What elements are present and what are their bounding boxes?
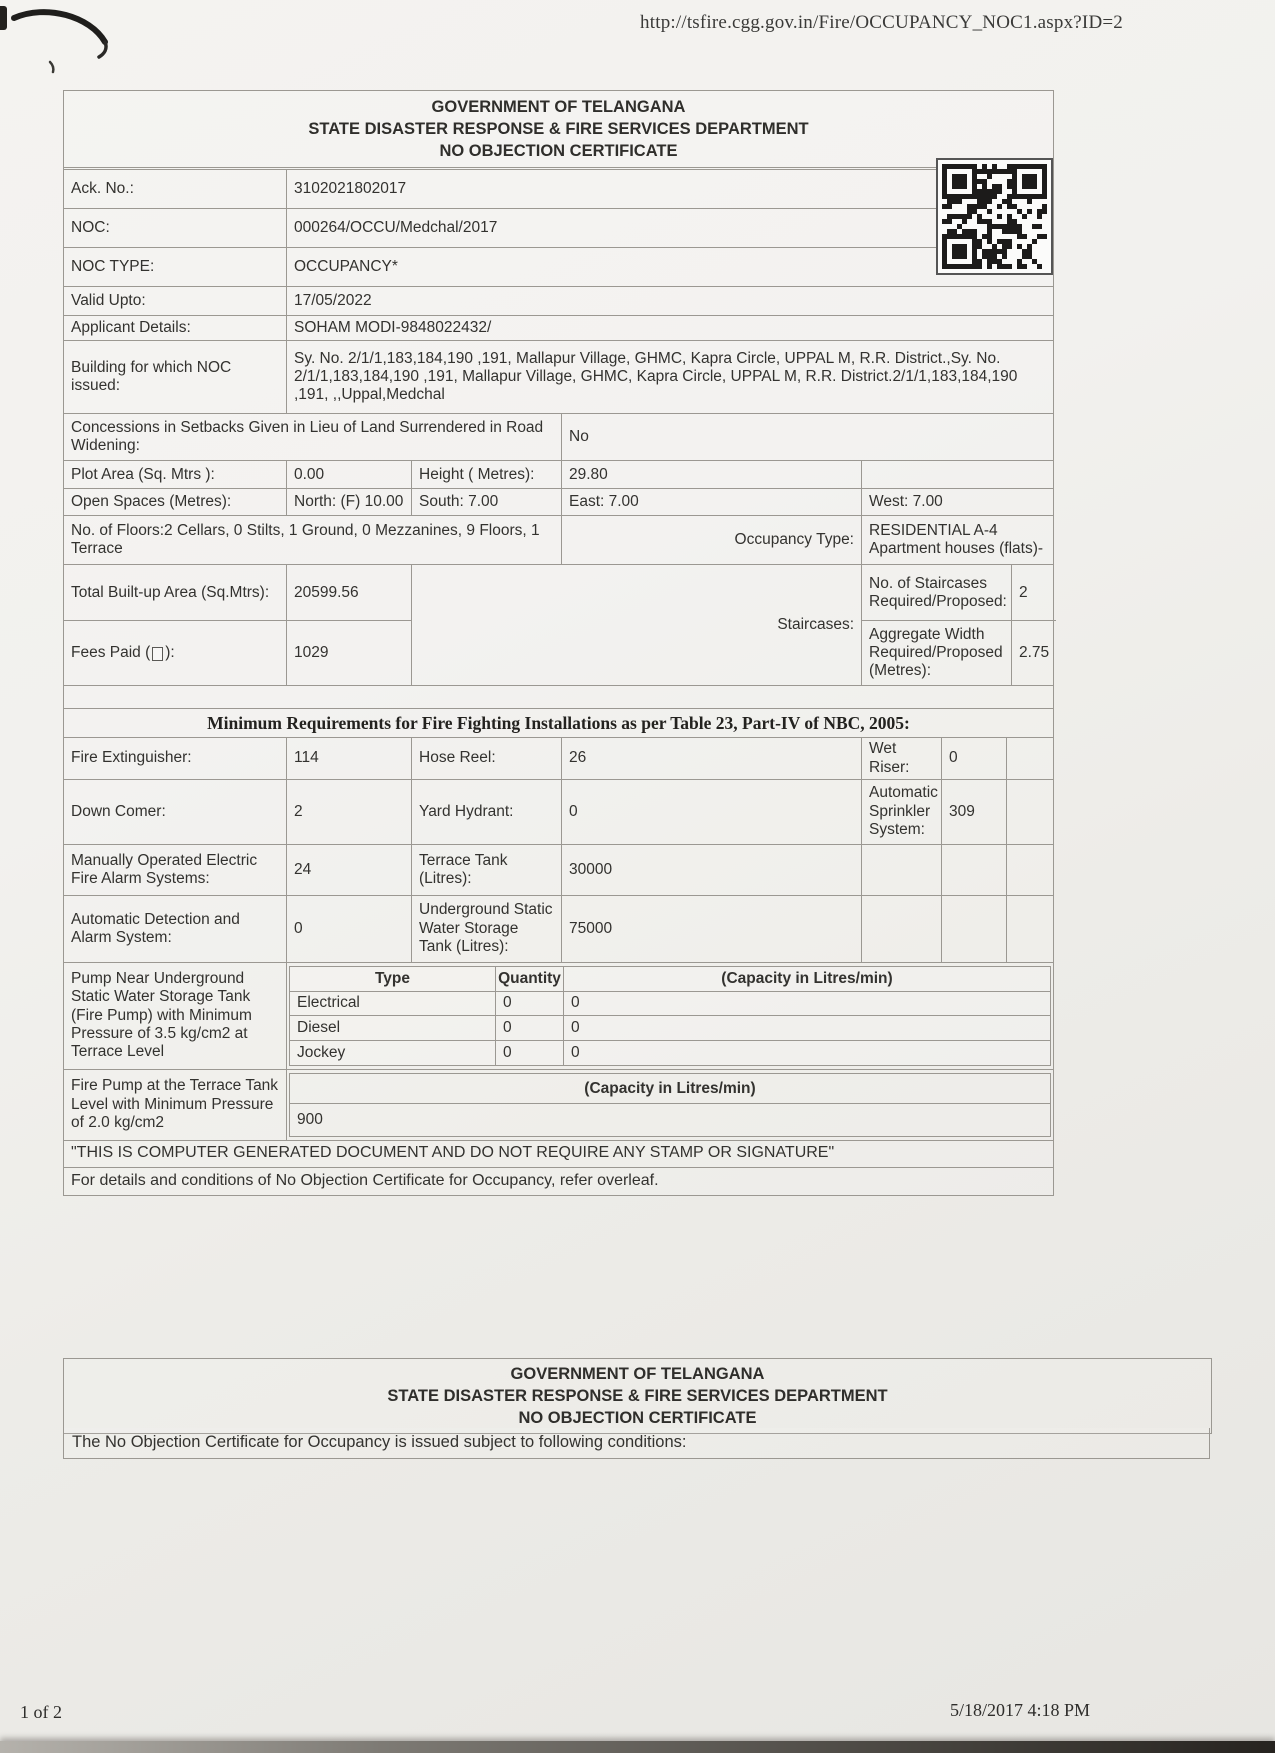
open-space-west: West: 7.00 [861, 489, 1053, 515]
plot-area-value: 0.00 [286, 461, 411, 488]
wet-riser-label: Wet Riser: [861, 738, 941, 779]
table-row [64, 780, 1053, 845]
open-space-east: East: 7.00 [561, 489, 861, 515]
table-row [64, 341, 1053, 414]
staircases-label: Staircases: [411, 565, 861, 685]
table-row [64, 170, 1053, 209]
applicant-value: SOHAM MODI-9848022432/ [286, 316, 1053, 340]
pump-capacity: 0 [563, 992, 1050, 1016]
bottom-header-government: GOVERNMENT OF TELANGANA [510, 1365, 765, 1383]
pump-row-diesel [290, 1016, 1050, 1041]
bottom-certificate-header [63, 1358, 1212, 1434]
down-comer-label: Down Comer: [71, 802, 166, 820]
table-row [64, 1141, 1053, 1168]
empty-cell [941, 896, 1006, 962]
pump-table [289, 966, 1051, 1066]
pump-col-capacity: (Capacity in Litres/min) [563, 967, 1050, 991]
built-up-label: Total Built-up Area (Sq.Mtrs): [71, 583, 270, 601]
computer-generated-note: "THIS IS COMPUTER GENERATED DOCUMENT AND DO NOT REQUIRE ANY STAMP OR SIGNATURE" [71, 1144, 835, 1162]
auto-detection-label: Automatic Detection and Alarm System: [71, 910, 240, 946]
pump-row-electrical [290, 992, 1050, 1017]
terrace-pump-capacity-value: 900 [297, 1111, 323, 1129]
pump-capacity: 0 [563, 1041, 1050, 1065]
noc-table [63, 90, 1054, 1196]
wet-riser-value: 0 [941, 738, 1006, 779]
table-row [64, 738, 1053, 780]
pump-table-wrap [286, 963, 1053, 1069]
plot-area-label: Plot Area (Sq. Mtrs ): [71, 465, 215, 483]
spacer-row [64, 686, 1053, 709]
occupancy-type-value: RESIDENTIAL A-4 Apartment houses (flats)- [861, 516, 1053, 564]
table-row [64, 489, 1053, 516]
staircases-count-label: No. of Staircases Required/Proposed: [861, 565, 1011, 620]
pump-quantity: 0 [495, 1041, 563, 1065]
empty-cell [861, 461, 1053, 488]
refer-overleaf-note: For details and conditions of No Objection Certificate for Occupancy, refer overleaf. [71, 1171, 659, 1189]
open-space-north: North: (F) 10.00 [286, 489, 411, 515]
empty-cell [861, 896, 941, 962]
staircases-width-label: Aggregate Width Required/Proposed (Metres): [861, 621, 1011, 685]
underground-tank-label: Underground Static Water Storage Tank (Litres): [411, 896, 561, 962]
pump-col-type: Type [374, 969, 411, 987]
table-row [64, 1168, 1053, 1195]
empty-cell [1006, 738, 1053, 779]
built-up-value: 20599.56 [286, 565, 411, 620]
height-label: Height ( Metres): [411, 461, 561, 488]
table-row [64, 414, 1053, 461]
pump-quantity: 0 [495, 992, 563, 1016]
fees-paid-label [64, 621, 286, 685]
building-label: Building for which NOC issued: [71, 359, 232, 395]
manual-alarm-value: 24 [286, 845, 411, 895]
empty-cell [941, 845, 1006, 895]
table-row [64, 209, 1053, 248]
sprinkler-value: 309 [941, 780, 1006, 844]
valid-upto-value: 17/05/2022 [286, 287, 1053, 315]
noc-type-value: OCCUPANCY* [286, 248, 1053, 286]
bottom-header-department: STATE DISASTER RESPONSE & FIRE SERVICES DEPARTMENT [387, 1386, 888, 1405]
terrace-pump-label: Fire Pump at the Terrace Tank Level with Minimum Pressure of 2.0 kg/cm2 [71, 1077, 279, 1131]
header-department: STATE DISASTER RESPONSE & FIRE SERVICES DEPARTMENT [308, 119, 809, 138]
table-row [64, 316, 1053, 341]
open-spaces-label: Open Spaces (Metres): [71, 493, 232, 511]
concessions-value: No [561, 414, 1053, 460]
building-value: Sy. No. 2/1/1,183,184,190 ,191, Mallapur Village, GHMC, Kapra Circle, UPPAL M, R.R. District.,Sy. No. 2/1/1,183,184,190 ,191, Mallapur Village, GHMC, Kapra Circle, UPPAL M, R.R. District.2/1/1,183,184,190 ,191, ,,Uppal,Medchal [286, 341, 1053, 413]
empty-cell [861, 845, 941, 895]
nbc-title-row [64, 709, 1053, 738]
staircases-width-value: 2.75 [1011, 621, 1056, 685]
table-row [64, 845, 1053, 896]
pump-col-quantity: Quantity [495, 967, 563, 991]
open-space-south: South: 7.00 [411, 489, 561, 515]
sprinkler-label: Automatic Sprinkler System: [861, 780, 941, 844]
ack-no-value: 3102021802017 [286, 170, 1053, 208]
bottom-header-certificate-title: NO OBJECTION CERTIFICATE [518, 1408, 757, 1427]
occupancy-type-label: Occupancy Type: [561, 516, 861, 564]
empty-cell [1006, 780, 1053, 844]
valid-upto-label: Valid Upto: [71, 292, 146, 310]
pump-type: Jockey [297, 1043, 346, 1061]
header-government: GOVERNMENT OF TELANGANA [431, 98, 686, 116]
terrace-pump-row [64, 1070, 1053, 1141]
empty-cell [1006, 896, 1053, 962]
yard-hydrant-value: 0 [561, 780, 861, 844]
pump-label: Pump Near Underground Static Water Storage Tank (Fire Pump) with Minimum Pressure of 3.5 kg/cm2 at Terrace Level [71, 970, 252, 1061]
qr-module [1042, 264, 1047, 269]
empty-cell [64, 686, 1053, 708]
fees-label-text: Fees Paid ( [71, 644, 151, 662]
qr-code [936, 158, 1053, 275]
table-row [64, 461, 1053, 489]
pump-table-header [290, 967, 1050, 992]
built-up-fees-section [64, 565, 1053, 686]
terrace-tank-value: 30000 [561, 845, 861, 895]
height-value: 29.80 [561, 461, 861, 488]
print-timestamp: 5/18/2017 4:18 PM [949, 1700, 1090, 1720]
terrace-pump-box [289, 1073, 1051, 1137]
terrace-pump-capacity-header: (Capacity in Litres/min) [290, 1074, 1050, 1105]
table-row [64, 896, 1053, 963]
pump-section-row [64, 963, 1053, 1070]
applicant-label: Applicant Details: [71, 319, 191, 337]
table-row [64, 287, 1053, 316]
pump-type: Electrical [297, 994, 360, 1012]
table-row [64, 248, 1053, 287]
source-url: http://tsfire.cgg.gov.in/Fire/OCCUPANCY_NOC1.aspx?ID=2 [640, 12, 1123, 33]
fees-paid-value: 1029 [286, 621, 411, 685]
noc-label: NOC: [71, 219, 110, 237]
table-row [64, 516, 1053, 565]
auto-detection-value: 0 [286, 896, 411, 962]
fire-extinguisher-label: Fire Extinguisher: [71, 749, 192, 767]
certificate-header [64, 91, 1053, 170]
terrace-pump-wrap [286, 1070, 1053, 1140]
hose-reel-label: Hose Reel: [411, 738, 561, 779]
down-comer-value: 2 [286, 780, 411, 844]
yard-hydrant-label: Yard Hydrant: [411, 780, 561, 844]
manual-alarm-label: Manually Operated Electric Fire Alarm Systems: [71, 851, 258, 887]
ack-no-label: Ack. No.: [71, 180, 134, 198]
hose-reel-value: 26 [561, 738, 861, 779]
pump-capacity: 0 [563, 1016, 1050, 1040]
noc-value: 000264/OCCU/Medchal/2017 [286, 209, 1053, 247]
empty-cell [1006, 845, 1053, 895]
fire-extinguisher-value: 114 [286, 738, 411, 779]
conditions-intro: The No Objection Certificate for Occupancy is issued subject to following conditions: [63, 1428, 1210, 1459]
header-certificate-title: NO OBJECTION CERTIFICATE [439, 141, 678, 160]
underground-tank-value: 75000 [561, 896, 861, 962]
staircases-count-value: 2 [1011, 565, 1056, 620]
scan-bottom-edge [0, 1741, 1275, 1753]
fire-requirements-title: Minimum Requirements for Fire Fighting Installations as per Table 23, Part-IV of NBC, 2005: [207, 712, 910, 733]
pen-swoosh-mark [4, 2, 134, 82]
page-number: 1 of 2 [20, 1702, 62, 1722]
rupee-missing-glyph-icon [152, 647, 163, 661]
pump-quantity: 0 [495, 1016, 563, 1040]
floors-label: No. of Floors:2 Cellars, 0 Stilts, 1 Ground, 0 Mezzanines, 9 Floors, 1 Terrace [71, 522, 540, 558]
terrace-tank-label: Terrace Tank (Litres): [411, 845, 561, 895]
pump-type: Diesel [297, 1019, 341, 1037]
pump-row-jockey [290, 1041, 1050, 1065]
concessions-label: Concessions in Setbacks Given in Lieu of Land Surrendered in Road Widening: [71, 419, 544, 455]
noc-type-label: NOC TYPE: [71, 258, 155, 276]
fees-label-suffix: ): [165, 644, 175, 662]
